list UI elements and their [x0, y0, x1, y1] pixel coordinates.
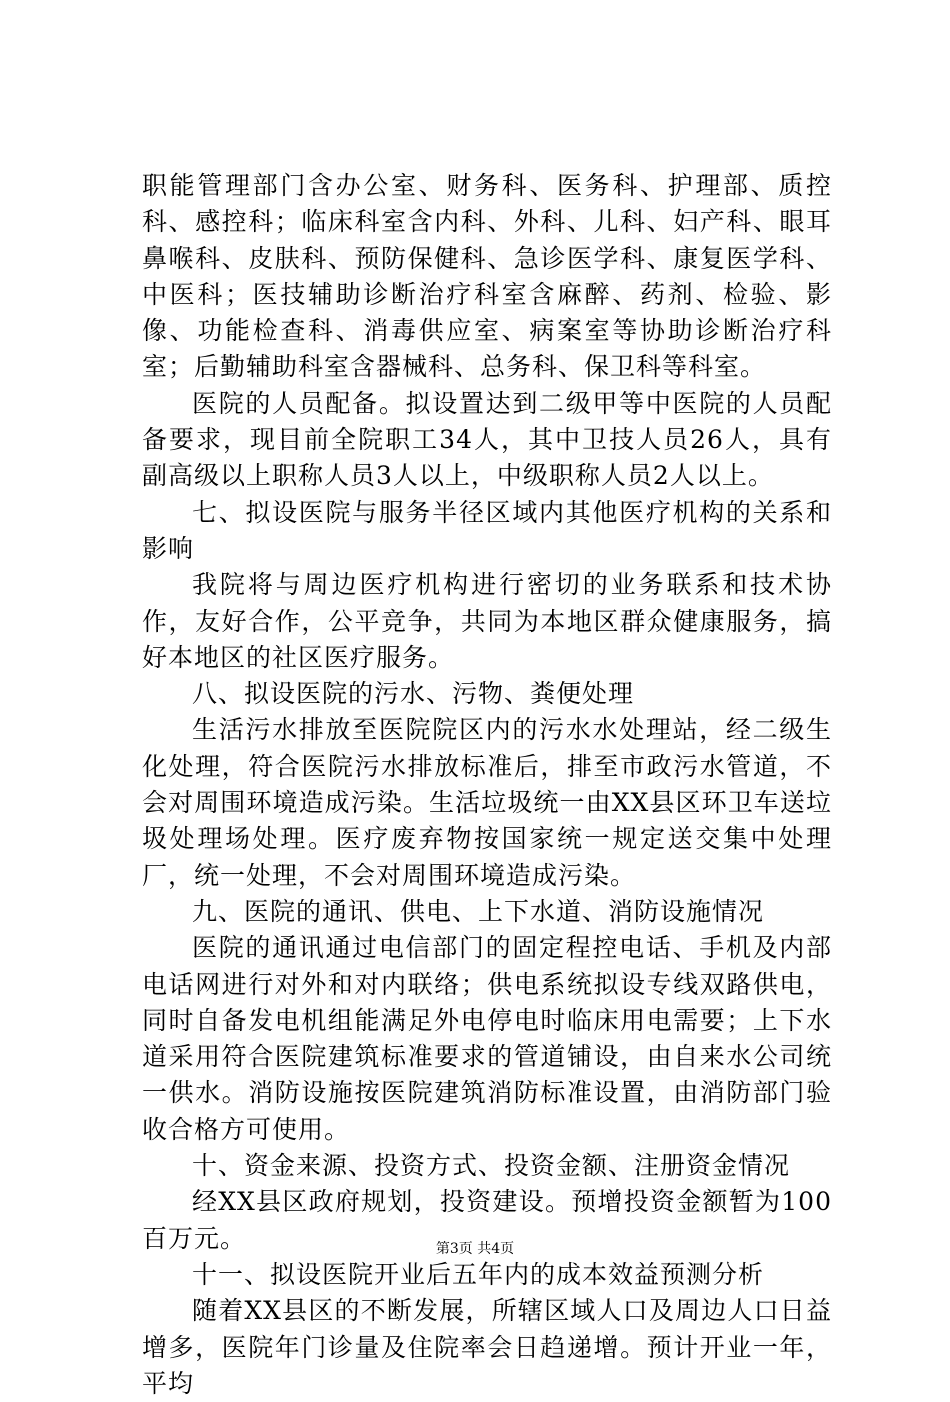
- heading-section-8: 八、拟设医院的污水、污物、粪便处理: [192, 679, 635, 709]
- paragraph-funding: 经XX县区政府规划，投资建设。预增投资金额暂为100百万元。: [142, 1187, 832, 1253]
- paragraph-sewage: 生活污水排放至医院院区内的污水水处理站，经二级生化处理，符合医院污水排放标准后，排至市政污水管道，不会对周围环境造成污染。生活垃圾统一由XX县区环卫车送垃圾处理场处理。医疗废弃物按国家统一规定送交集中处理厂，统一处理，不会对周围环境造成污染。: [142, 715, 832, 890]
- paragraph-utilities: 医院的通讯通过电信部门的固定程控电话、手机及内部电话网进行对外和对内联络；供电系统拟设专线双路供电，同时自备发电机组能满足外电停电时临床用电需要；上下水道采用符合医院建筑标准要求的管道铺设，由自来水公司统一供水。消防设施按医院建筑消防标准设置，由消防部门验收合格方可使用。: [142, 933, 832, 1144]
- paragraph-staffing: 医院的人员配备。拟设置达到二级甲等中医院的人员配备要求，现目前全院职工34人，其中卫技人员26人，具有副高级以上职称人员3人以上，中级职称人员2人以上。: [142, 388, 832, 491]
- heading-section-9: 九、医院的通讯、供电、上下水道、消防设施情况: [192, 896, 765, 926]
- paragraph-forecast: 随着XX县区的不断发展，所辖区域人口及周边人口日益增多，医院年门诊量及住院率会日趋递增。预计开业一年，平均: [142, 1296, 832, 1398]
- page-footer: 第3页 共4页: [435, 1241, 515, 1257]
- heading-section-7: 七、拟设医院与服务半径区域内其他医疗机构的关系和影响: [142, 497, 832, 563]
- document-body: [142, 168, 832, 1402]
- heading-section-10: 十、资金来源、投资方式、投资金额、注册资金情况: [192, 1151, 791, 1181]
- heading-section-11: 十一、拟设医院开业后五年内的成本效益预测分析: [192, 1259, 765, 1289]
- paragraph-cooperation: 我院将与周边医疗机构进行密切的业务联系和技术协作，友好合作，公平竞争，共同为本地区群众健康服务，搞好本地区的社区医疗服务。: [142, 570, 832, 672]
- paragraph-departments: 职能管理部门含办公室、财务科、医务科、护理部、质控科、感控科；临床科室含内科、外科、儿科、妇产科、眼耳鼻喉科、皮肤科、预防保健科、急诊医学科、康复医学科、中医科；医技辅助诊断治疗科室含麻醉、药剂、检验、影像、功能检查科、消毒供应室、病案室等协助诊断治疗科室；后勤辅助科室含器械科、总务科、保卫科等科室。: [142, 171, 832, 382]
